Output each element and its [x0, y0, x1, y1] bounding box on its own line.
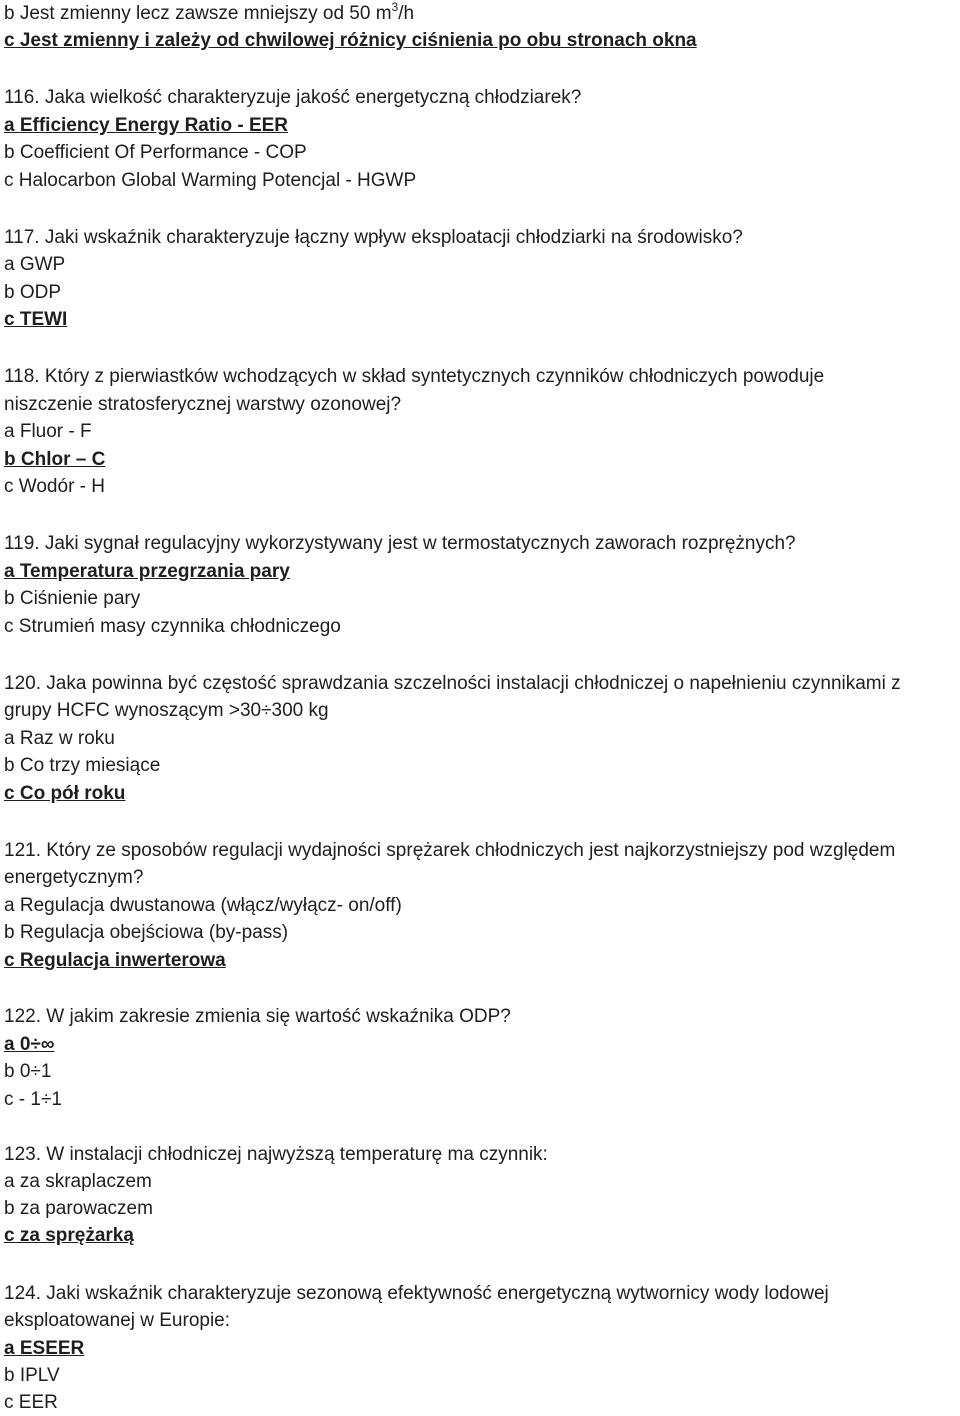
- superscript: 3: [391, 0, 399, 14]
- question-116: 116. Jaka wielkość charakteryzuje jakość energetyczną chłodziarek?: [4, 87, 582, 108]
- question-124-cont: eksploatowanej w Europie:: [4, 1310, 231, 1331]
- question-121: 121. Który ze sposobów regulacji wydajności sprężarek chłodniczych jest najkorzystniejszy pod względem: [4, 840, 896, 861]
- question-118-cont: niszczenie stratosferycznej warstwy ozonowej?: [4, 394, 402, 415]
- answer-c: c EER: [4, 1392, 58, 1413]
- answer-a-correct: a Efficiency Energy Ratio - EER: [4, 115, 289, 136]
- question-120-cont: grupy HCFC wynoszącym >30÷300 kg: [4, 700, 329, 721]
- answer-a: a Raz w roku: [4, 728, 115, 749]
- answer-a-correct: a Temperatura przegrzania pary: [4, 561, 290, 582]
- question-118: 118. Który z pierwiastków wchodzących w skład syntetycznych czynników chłodniczych powoduje: [4, 366, 825, 387]
- answer-c: c Wodór - H: [4, 476, 106, 497]
- answer-b: b Co trzy miesiące: [4, 755, 161, 776]
- question-121-cont: energetycznym?: [4, 867, 144, 888]
- answer-a: a Regulacja dwustanowa (włącz/wyłącz- on/off): [4, 895, 402, 916]
- answer-a-correct: a 0÷∞: [4, 1034, 55, 1055]
- answer-c-correct: c Jest zmienny i zależy od chwilowej różnicy ciśnienia po obu stronach okna: [4, 30, 697, 51]
- answer-b: b Coefficient Of Performance - COP: [4, 142, 307, 163]
- question-123: 123. W instalacji chłodniczej najwyższą temperaturę ma czynnik:: [4, 1144, 548, 1165]
- answer-a: a GWP: [4, 254, 66, 275]
- answer-b: b 0÷1: [4, 1061, 52, 1082]
- question-122: 122. W jakim zakresie zmienia się wartość wskaźnika ODP?: [4, 1006, 511, 1027]
- answer-c-correct: c TEWI: [4, 309, 68, 330]
- question-124: 124. Jaki wskaźnik charakteryzuje sezonową efektywność energetyczną wytwornicy wody lodowej: [4, 1283, 829, 1304]
- answer-a: a Fluor - F: [4, 421, 92, 442]
- answer-a-correct: a ESEER: [4, 1338, 85, 1359]
- answer-b-correct: b Chlor – C: [4, 449, 106, 470]
- answer-b: b IPLV: [4, 1365, 60, 1386]
- answer-b: b Ciśnienie pary: [4, 588, 141, 609]
- answer-c-correct: c Regulacja inwerterowa: [4, 950, 226, 971]
- question-120: 120. Jaka powinna być częstość sprawdzania szczelności instalacji chłodniczej o napełnieniu czynnikami z: [4, 673, 901, 694]
- answer-c: c - 1÷1: [4, 1089, 62, 1110]
- answer-a: a za skraplaczem: [4, 1171, 152, 1192]
- answer-b: b Regulacja obejściowa (by-pass): [4, 922, 289, 943]
- answer-c: c Halocarbon Global Warming Potencjal - HGWP: [4, 170, 417, 191]
- question-117: 117. Jaki wskaźnik charakteryzuje łączny wpływ eksploatacji chłodziarki na środowisko?: [4, 227, 743, 248]
- answer-b-line: b Jest zmienny lecz zawsze mniejszy od 50 $m^3/h$: [4, 0, 415, 24]
- answer-c: c Strumień masy czynnika chłodniczego: [4, 616, 341, 637]
- answer-c-correct: c Co pół roku: [4, 783, 126, 804]
- question-119: 119. Jaki sygnał regulacyjny wykorzystywany jest w termostatycznych zaworach rozprężnych?: [4, 533, 796, 554]
- answer-b: b ODP: [4, 282, 62, 303]
- answer-b: b za parowaczem: [4, 1198, 153, 1219]
- answer-c-correct: c za sprężarką: [4, 1225, 134, 1246]
